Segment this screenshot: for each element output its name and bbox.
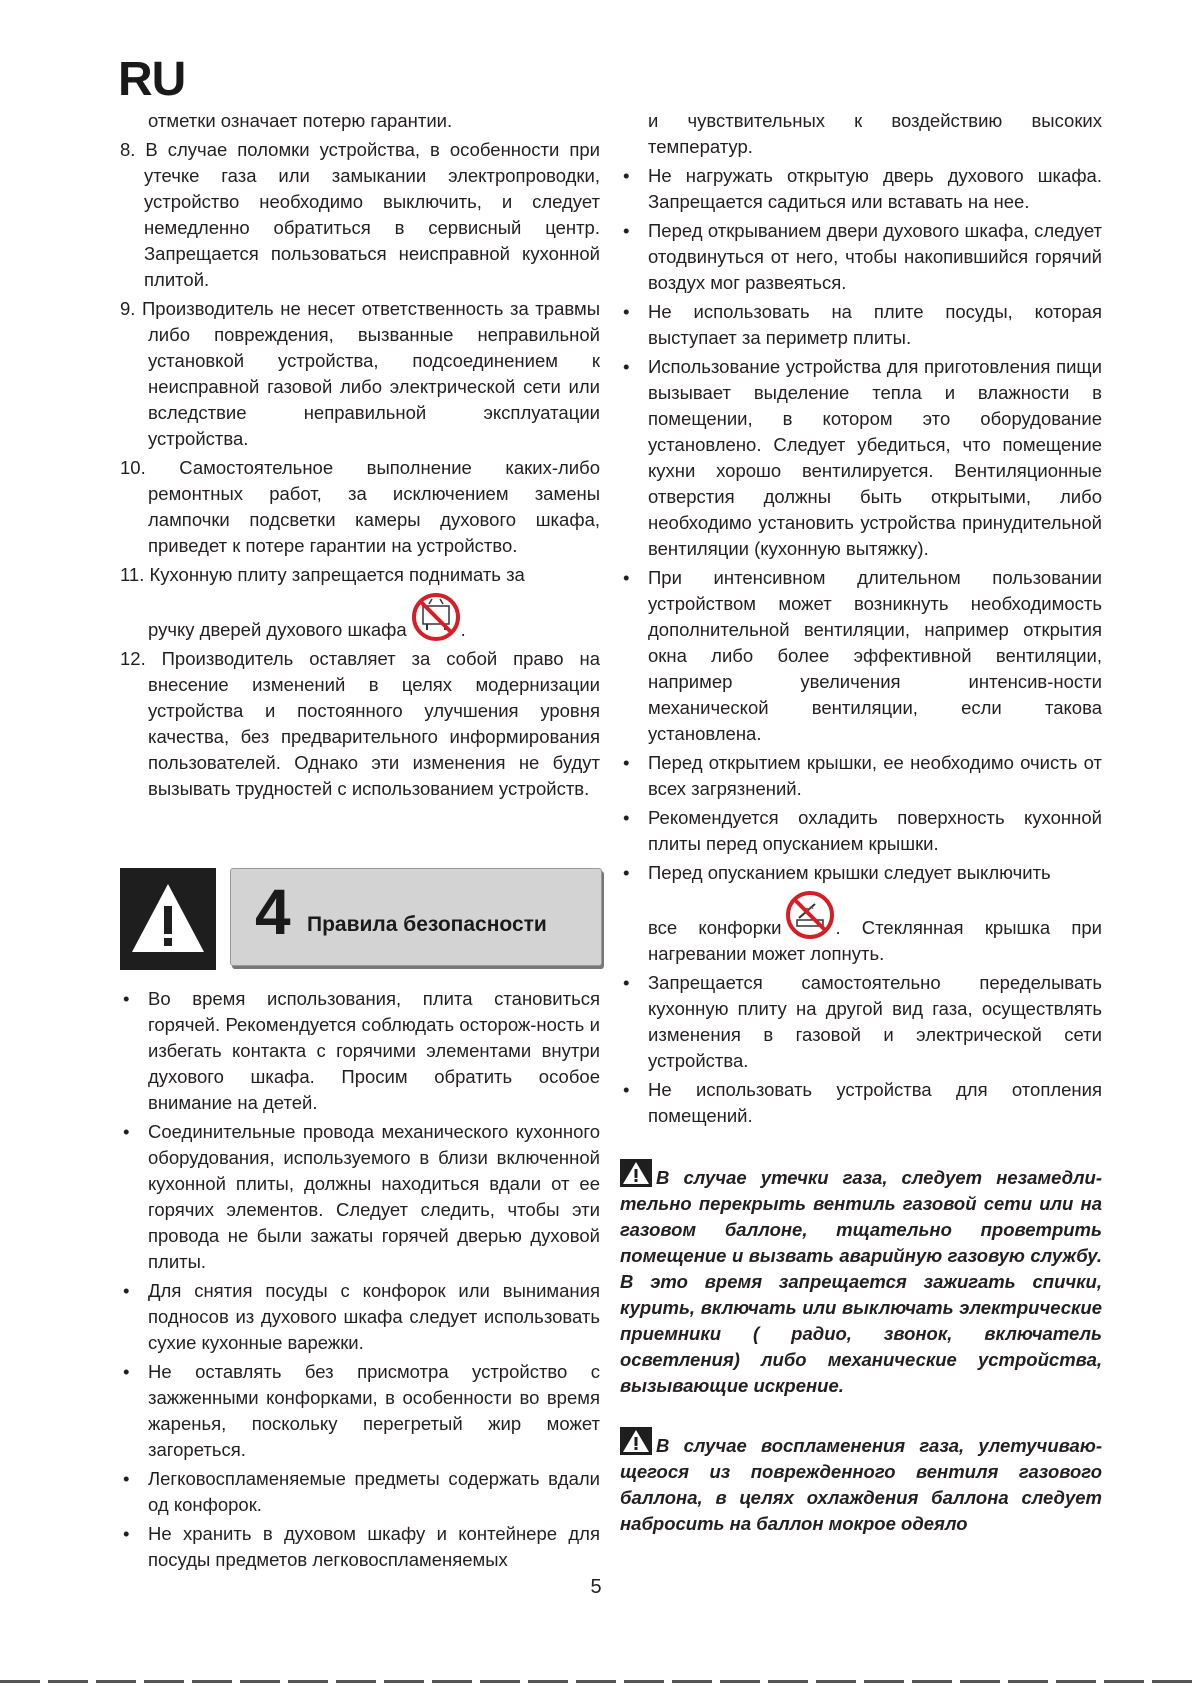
safety-bullet: • Перед открытием крышки, ее необходимо очисть от всех загрязнений. bbox=[620, 750, 1102, 802]
safety-bullet: • Легковоспламеняемые предметы содержать вдали од конфорок. bbox=[120, 1466, 600, 1518]
safety-bullet: • Не использовать на плите посуды, которая выступает за периметр плиты. bbox=[620, 299, 1102, 351]
safety-bullet: • Соединительные провода механического кухонного оборудования, используемого в близи включенной кухонной плиты, должны находиться вдали от ее горячих элементов. Следует следить, чтобы эти провода не были зажаты горячей дверью духовой плиты. bbox=[120, 1119, 600, 1275]
safety-bullet: • Не нагружать открытую дверь духового шкафа. Запрещается садиться или вставать на нее. bbox=[620, 163, 1102, 215]
item-11-end: . bbox=[460, 619, 466, 640]
lid-bullet bbox=[620, 890, 1102, 967]
lid-bullet-end: . Стеклянная крышка при нагревании может лопнуть. bbox=[648, 917, 1102, 964]
item-11-line1: 11. Кухонную плиту запрещается поднимать за bbox=[120, 564, 525, 585]
page-number: 5 bbox=[590, 1576, 602, 1598]
gas-leak-warning bbox=[620, 1159, 1102, 1399]
right-column bbox=[620, 108, 1102, 1537]
bullet-continuation: и чувствительных к воздействию высоких температур. bbox=[648, 110, 1102, 157]
item-10: 10. Самостоятельное выполнение каких-либо ремонтных работ, за исключением замены лампочки подсветки камеры духового шкафа, приведет к потере гарантии на устройство. bbox=[120, 457, 600, 556]
item-8: 8. В случае поломки устройства, в особенности при утечке газа или замыкании электропроводки, устройство необходимо выключить, и следует немедленно обратиться в сервисный центр. Запрещается пользоваться неисправной кухонной плитой. bbox=[120, 139, 600, 290]
safety-bullet: • Во время использования, плита становиться горячей. Рекомендуется соблюдать осторож-ность и избегать контакта с горячими элементами внутри духового шкафа. Просим обратить особое внимание на детей. bbox=[120, 986, 600, 1116]
safety-bullet: • Для снятия посуды с конфорок или вынимания подносов из духового шкафа следует использовать сухие кухонные варежки. bbox=[120, 1278, 600, 1356]
section-number: 4 bbox=[255, 876, 291, 948]
warning-icon bbox=[120, 868, 216, 970]
safety-bullet: • Не хранить в духовом шкафу и контейнере для посуды предметов легковоспламеняемых bbox=[120, 1521, 600, 1573]
section-header bbox=[120, 868, 602, 970]
language-code: RU bbox=[118, 53, 186, 106]
item-11 bbox=[120, 592, 600, 643]
no-closing-lid-on-burners-icon bbox=[785, 890, 835, 940]
safety-bullet: • Перед открыванием двери духового шкафа, следует отодвинуться от него, чтобы накопившийся горячий воздух мог развеяться. bbox=[620, 218, 1102, 296]
gas-fire-warning bbox=[620, 1427, 1102, 1537]
left-column bbox=[120, 108, 600, 805]
item-11-text: ручку дверей духового шкафа bbox=[148, 619, 407, 640]
safety-bullet: • При интенсивном длительном пользовании устройством может возникнуть необходимость дополнительной вентиляции, например открытия окна либо более эффективной вентиляции, например увеличения интенсив-ности механической вентиляции, если такова установлена. bbox=[620, 565, 1102, 747]
lid-bullet-text: все конфорки bbox=[648, 917, 782, 938]
safety-bullets-left bbox=[120, 986, 600, 1576]
safety-bullet: • Запрещается самостоятельно переделывать кухонную плиту на другой вид газа, осуществлять изменения в газовой и электрической сети устройства. bbox=[620, 970, 1102, 1074]
section-title: Правила безопасности bbox=[307, 913, 547, 936]
warning-triangle-icon bbox=[620, 1159, 652, 1187]
warning-triangle-icon bbox=[620, 1427, 652, 1455]
gas-fire-warning-text: В случае воспламенения газа, улетучиваю-щегося из поврежденного вентиля газового баллона, в целях охлаждения баллона следует набросить на баллон мокрое одеяло bbox=[620, 1435, 1102, 1534]
lid-bullet-line1: • Перед опусканием крышки следует выключить bbox=[620, 860, 1102, 886]
item7-continuation: отметки означает потерю гарантии. bbox=[148, 110, 453, 131]
safety-bullet: • Рекомендуется охладить поверхность кухонной плиты перед опусканием крышки. bbox=[620, 805, 1102, 857]
section-title-box bbox=[230, 868, 602, 966]
safety-bullet: • Не использовать устройства для отопления помещений. bbox=[620, 1077, 1102, 1129]
safety-bullet: • Не оставлять без присмотра устройство с зажженными конфорками, в особенности во время жаренья, поскольку перегретый жир может загореться. bbox=[120, 1359, 600, 1463]
item-9: 9. Производитель не несет ответственность за травмы либо повреждения, вызванные неправильной установкой устройства, подсоединением к неисправной газовой либо электрической сети или вследствие неправильной эксплуатации устройства. bbox=[120, 298, 600, 449]
safety-bullet: • Использование устройства для приготовления пищи вызывает выделение тепла и влажности в помещении, в котором это оборудование установлено. Следует убедиться, что помещение кухни хорошо вентилируется. Вентиляционные отверстия должны быть открытыми, либо необходимо установить устройства принудительной вентиляции (кухонную вытяжку). bbox=[620, 354, 1102, 562]
gas-leak-warning-text: В случае утечки газа, следует незамедли-тельно перекрыть вентиль газовой сети или на газовом баллоне, тщательно проветрить помещение и вызвать аварийную газовую службу. В это время запрещается зажигать спички, курить, включать или выключать электрические приемники ( радио, звонок, включатель осветления) либо механические устройства, вызывающие искрение. bbox=[620, 1167, 1102, 1396]
item-12: 12. Производитель оставляет за собой право на внесение изменений в целях модернизации устройства и постоянного улучшения уровня качества, без предварительного информирования пользователей. Однако эти изменения не будут вызывать трудностей с использованием устройств. bbox=[120, 648, 600, 799]
bottom-divider bbox=[0, 1680, 1192, 1683]
no-lifting-by-handle-icon bbox=[411, 592, 461, 642]
